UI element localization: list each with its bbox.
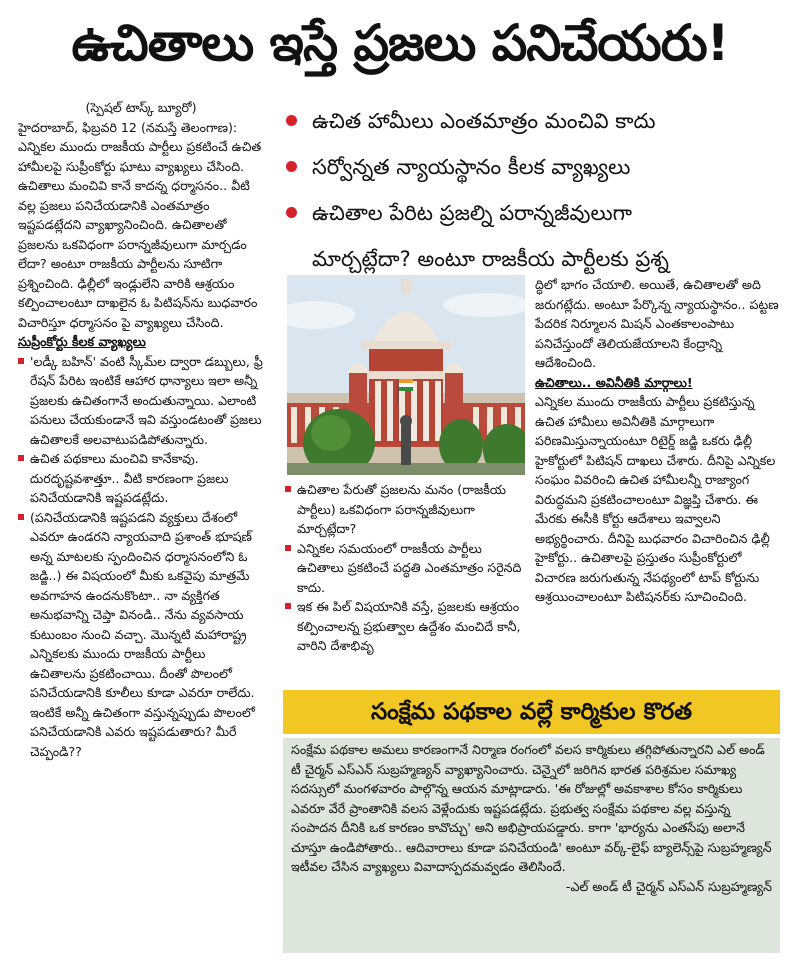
list-item: 'లడ్కీ బహిన్' వంటి స్కీమ్‌ల ద్వారా డబ్బులు, ఫ్రీ రేషన్ పేరిట ఇంటికే ఆహార ధాన్యాలు ఇలా అన్నీ ప్రజలకు ఉచితంగానే అందుతున్నాయి. ఎలాంటి పనులు చేయకుండానే ఇవి వస్తుండటంతో ప్రజలు ఉచితాలకే అలవాటుపడిపోతున్నారు.: [18, 352, 264, 450]
subhead-supreme-court: సుప్రీంకోర్టు కీలక వ్యాఖ్యలు: [18, 334, 146, 349]
supreme-court-building-icon: [287, 275, 525, 475]
supreme-court-photo: [287, 275, 525, 475]
list-item: ఉచిత పథకాలు మంచివి కానేకావు. దురదృష్టవశాత్తూ.. వీటి కారణంగా ప్రజలు పనిచేయడానికి ఇష్టపడట్లేదు.: [18, 449, 264, 508]
welfare-schemes-banner: సంక్షేమ పథకాల వల్లే కార్మికుల కొరత: [283, 690, 780, 734]
headline: ఉచితాలు ఇస్తే ప్రజలు పనిచేయరు!: [71, 14, 729, 72]
subhead-freebies-corruption: ఉచితాలు.. అవినీతికి మార్గాలు!: [535, 374, 693, 390]
square-bullet-icon: [285, 545, 291, 551]
sidebar-box: [283, 738, 780, 953]
bullet-dot-icon: [286, 115, 297, 126]
square-bullet-icon: [18, 455, 24, 461]
key-point-continued: మార్చట్లేదా? అంటూ రాజకీయ పార్టీలకు ప్రశ్న: [312, 247, 669, 271]
paragraph: ఎన్నికల ముందు రాజకీయ పార్టీలు ప్రకటిస్తున్న ఉచిత హామీలు అవినీతికి మార్గాలుగా పరిణమిస్తున్నాయంటూ రిటైర్డ్ జడ్జి ఒకరు ఢిల్లీ హైకోర్టులో పిటిషన్ దాఖలు చేశారు. దీనిపై ఎన్నికల సంఘం వివరించి ఉచిత హామీలన్నీ రాజ్యాంగ విరుద్ధమని ప్రకటించాలంటూ విజ్ఞప్తి చేశారు. ఈ మేరకు ఈసీకి కోర్టు ఆదేశాలు ఇవ్వాలని అభ్యర్థించారు. దీనిపై బుధవారం విచారించిన ఢిల్లీ హైకోర్టు.. ఉచితాలపై ప్రస్తుతం సుప్రీంకోర్టులో విచారణ జరుగుతున్న నేపథ్యంలో టాప్ కోర్టును ఆశ్రయించాలంటూ పిటిషనర్‌కు సూచించింది.: [535, 394, 776, 604]
list-item: (పనిచేయడానికి ఇష్టపడని వ్యక్తులు దేశంలో ఎవరూ ఉండరని న్యాయవాది ప్రశాంత్ భూషణ్ అన్న మాటలకు స్పందించిన ధర్మాసనంలోని ఓ జడ్జి..) ఈ విషయంలో మీకు ఒకవైపు మాత్రమే అవగాహన ఉందనుకొంటా.. నా వ్యక్తిగత అనుభవాన్ని చెప్తా వినండి.. నేను వ్యవసాయ కుటుంబం నుంచి వచ్చా. మొన్నటి మహారాష్ట్ర ఎన్నికలకు ముందు రాజకీయ పార్టీలు ఉచితాలను ప్రకటించాయి. దీంతో పొలంలో పనిచేయడానికి కూలీలు కూడా ఎవరూ రాలేదు. ఇంటికే అన్నీ ఉచితంగా వస్తున్నప్పుడు పొలంలో పనిచేయడానికి ఎవరు ఇష్టపడుతారు? మీరే చెప్పండి??: [18, 508, 264, 762]
middle-column: [285, 480, 525, 680]
square-bullet-icon: [18, 358, 24, 364]
left-column: [18, 98, 264, 960]
square-bullet-icon: [18, 514, 24, 520]
key-points: [284, 98, 788, 282]
list-item: ఎన్నికల సమయంలో రాజకీయ పార్టీలు ఉచితాలు ప్రకటించే పద్ధతి ఎంతమాత్రం సరైనది కాదు.: [285, 539, 525, 598]
bullet-dot-icon: [286, 161, 297, 172]
square-bullet-icon: [285, 603, 291, 609]
continued-paragraph: ద్ధిలో భాగం చేయాలి. అయితే, ఉచితాలతో అది జరుగట్లేదు. అంటూ పేర్కొన్న న్యాయస్థానం.. పట్టణ పేదరిక నిర్మూలన మిషన్ ఎంతకాలంపాటు పనిచేస్తుందో తెలియజేయాలని కేంద్రాన్ని ఆదేశించింది.: [535, 277, 779, 370]
sidebar-text: సంక్షేమ పథకాల అమలు కారణంగానే నిర్మాణ రంగంలో వలస కార్మికులు తగ్గిపోతున్నారని ఎల్ అండ్ టీ చైర్మన్ ఎస్ఎన్ సుబ్రహ్మణ్యన్ వ్యాఖ్యానించారు. చెన్నైలో జరిగిన భారత పరిశ్రమల సమాఖ్య సదస్సులో మంగళవారం పాల్గొన్న ఆయన మాట్లాడారు. 'ఈ రోజుల్లో అవకాశాల కోసం కార్మికులు ఎవరూ వేరే ప్రాంతానికి వలస వెళ్లేందుకు ఇష్టపడట్లేదు. ప్రభుత్వ సంక్షేమ పథకాల వల్ల వస్తున్న సంపాదన దీనికి ఒక కారణం కావొచ్చు' అని అభిప్రాయపడ్డారు. కాగా 'భార్యను ఎంతసేపు అలానే చూస్తూ ఉండిపోతారు.. ఆదివారాలు కూడా పనిచేయండి' అంటూ వర్క్-లైఫ్ బ్యాలెన్స్‌పై సుబ్రహ్మణ్యన్ ఇటీవల చేసిన వ్యాఖ్యలు వివాదాస్పదమవ్వడం తెలిసిందే.: [291, 742, 772, 874]
list-item: ఉచితాల పేరుతో ప్రజలను మనం (రాజకీయ పార్టీలు) ఒకవిధంగా పరాన్నజీవులుగా మార్చట్లేదా?: [285, 480, 525, 539]
square-bullet-icon: [285, 486, 291, 492]
key-point: ఉచితాల పేరిట ప్రజల్ని పరాన్నజీవులుగా: [284, 190, 788, 236]
list-item: ఇక ఈ పిల్ విషయానికి వస్తే, ప్రజలకు ఆశ్రయం కల్పించాలన్న ప్రభుత్వాల ఉద్దేశం మంచిదే కానీ, వారిని దేశాభివృ: [285, 597, 525, 656]
lead-paragraph: హైదరాబాద్, ఫిబ్రవరి 12 (నమస్తే తెలంగాణ): ఎన్నికల ముందు రాజకీయ పార్టీలు ప్రకటించే ఉచిత హామీలపై సుప్రీంకోర్టు ఘాటు వ్యాఖ్యలు చేసింది. ఉచితాలు మంచివి కానే కాదన్న ధర్మాసనం.. వీటి వల్ల ప్రజలు పనిచేయడానికి ఎంతమాత్రం ఇష్టపడట్లేదని వ్యాఖ్యానించింది. ఉచితాలతో ప్రజలను ఒకవిధంగా పరాన్నజీవులుగా మార్చడం లేదా? అంటూ రాజకీయ పార్టీలను సూటిగా ప్రశ్నించింది. ఢిల్లీలో ఇండ్లులేని వారికి ఆశ్రయం కల్పించాలంటూ దాఖలైన ఓ పిటిషన్‌ను బుధవారం విచారిస్తూ ధర్మాసనం పై వ్యాఖ్యలు చేసింది.: [18, 119, 262, 330]
byline: (స్పెషల్ టాస్క్ బ్యూరో): [85, 100, 197, 115]
key-point: సర్వోన్నత న్యాయస్థానం కీలక వ్యాఖ్యలు: [284, 144, 788, 190]
bullet-dot-icon: [286, 207, 297, 218]
key-point: ఉచిత హామీలు ఎంతమాత్రం మంచివి కాదు: [284, 98, 788, 144]
right-column: [535, 275, 780, 680]
quote-attribution: -ఎల్ అండ్ టీ చైర్మన్ ఎస్ఎన్ సుబ్రహ్మణ్యన్: [565, 878, 772, 894]
